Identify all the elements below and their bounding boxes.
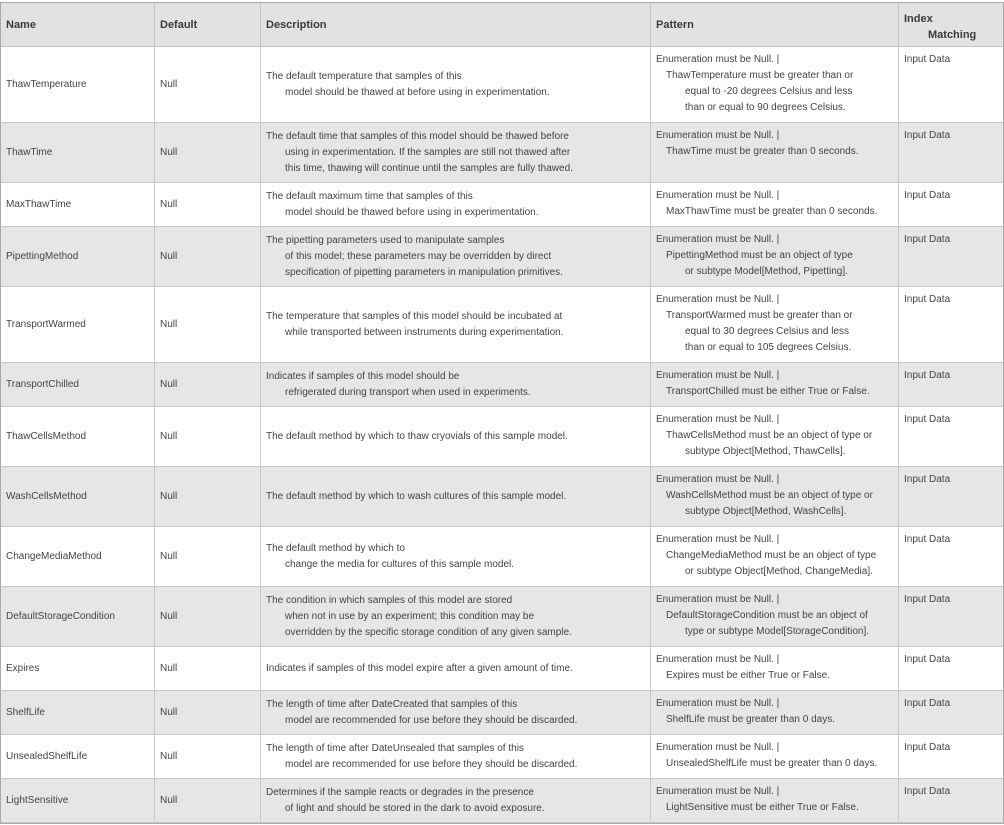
cell-description (261, 691, 651, 735)
cell-description (261, 735, 651, 779)
description-line: The default method by which to (266, 542, 405, 554)
cell-description (261, 779, 651, 823)
description-line: of light and should be stored in the dark to avoid exposure. (285, 802, 545, 814)
cell-index-matching: Input Data (899, 647, 1004, 691)
pattern-line: or subtype Model[Method, Pipetting]. (685, 266, 848, 277)
description-line: Determines if the sample reacts or degrades in the presence (266, 786, 534, 798)
pattern-line: equal to -20 degrees Celsius and less (685, 86, 853, 97)
pattern-line: ThawTime must be greater than 0 seconds. (666, 146, 859, 157)
table-row (1, 467, 1004, 527)
pattern-line: MaxThawTime must be greater than 0 seconds. (666, 206, 878, 217)
pattern-line: Enumeration must be Null. | (656, 534, 780, 545)
cell-index-matching: Input Data (899, 47, 1004, 123)
header-pattern: Pattern (651, 3, 899, 47)
table-row (1, 363, 1004, 407)
pattern-line: ThawTemperature must be greater than or (666, 70, 854, 81)
table-row (1, 527, 1004, 587)
fields-table (0, 2, 1004, 823)
table-row (1, 287, 1004, 363)
cell-index-matching: Input Data (899, 227, 1004, 287)
description-line: refrigerated during transport when used in experiments. (285, 386, 531, 398)
pattern-line: Enumeration must be Null. | (656, 742, 780, 753)
description-line: The length of time after DateCreated that samples of this (266, 698, 518, 710)
description-line: while transported between instruments during experimentation. (285, 326, 564, 338)
pattern-line: subtype Object[Method, ThawCells]. (685, 446, 846, 457)
header-description: Description (261, 3, 651, 47)
pattern-line: Enumeration must be Null. | (656, 414, 780, 425)
description-line: this time, thawing will continue until the samples are fully thawed. (285, 162, 573, 174)
header-index-line2: Matching (928, 29, 977, 41)
cell-index-matching: Input Data (899, 467, 1004, 527)
pattern-line: Enumeration must be Null. | (656, 130, 780, 141)
cell-pattern (651, 467, 899, 527)
header-index-line1: Index (904, 13, 933, 25)
cell-description (261, 647, 651, 691)
pattern-line: Enumeration must be Null. | (656, 190, 780, 201)
cell-default: Null (155, 587, 261, 647)
pattern-line: Enumeration must be Null. | (656, 594, 780, 605)
pattern-line: Enumeration must be Null. | (656, 54, 780, 65)
pattern-line: subtype Object[Method, WashCells]. (685, 506, 847, 517)
cell-pattern (651, 47, 899, 123)
header-index-matching (899, 3, 1004, 47)
pattern-line: PipettingMethod must be an object of type (666, 250, 853, 261)
pattern-line: Enumeration must be Null. | (656, 370, 780, 381)
table-row (1, 735, 1004, 779)
cell-description (261, 587, 651, 647)
pattern-line: or subtype Object[Method, ChangeMedia]. (685, 566, 873, 577)
cell-default: Null (155, 691, 261, 735)
cell-default: Null (155, 363, 261, 407)
cell-default: Null (155, 467, 261, 527)
header-default: Default (155, 3, 261, 47)
cell-index-matching: Input Data (899, 363, 1004, 407)
description-line: The default time that samples of this model should be thawed before (266, 130, 569, 142)
cell-default: Null (155, 47, 261, 123)
table-row (1, 779, 1004, 823)
table-row (1, 587, 1004, 647)
cell-default: Null (155, 779, 261, 823)
cell-default: Null (155, 287, 261, 363)
cell-pattern (651, 779, 899, 823)
cell-name: DefaultStorageCondition (1, 587, 155, 647)
description-line: The default temperature that samples of this (266, 70, 462, 82)
pattern-line: TransportChilled must be either True or False. (666, 386, 870, 397)
cell-description (261, 47, 651, 123)
pattern-line: than or equal to 105 degrees Celsius. (685, 342, 852, 353)
cell-default: Null (155, 527, 261, 587)
cell-index-matching: Input Data (899, 407, 1004, 467)
cell-index-matching: Input Data (899, 287, 1004, 363)
cell-pattern (651, 183, 899, 227)
header-row (1, 3, 1004, 47)
cell-name: Expires (1, 647, 155, 691)
table-row (1, 227, 1004, 287)
cell-name: TransportWarmed (1, 287, 155, 363)
description-line: The condition in which samples of this model are stored (266, 594, 513, 606)
pattern-line: type or subtype Model[StorageCondition]. (685, 626, 869, 637)
cell-pattern (651, 363, 899, 407)
cell-default: Null (155, 735, 261, 779)
cell-default: Null (155, 647, 261, 691)
pattern-line: LightSensitive must be either True or False. (666, 802, 859, 813)
cell-name: ThawTime (1, 123, 155, 183)
cell-pattern (651, 691, 899, 735)
cell-index-matching: Input Data (899, 123, 1004, 183)
description-line: The default maximum time that samples of this (266, 190, 473, 202)
cell-pattern (651, 123, 899, 183)
description-line: of this model; these parameters may be overridden by direct (285, 250, 552, 262)
cell-description (261, 287, 651, 363)
table-row (1, 407, 1004, 467)
pattern-line: ThawCellsMethod must be an object of type or (666, 430, 873, 441)
cell-name: LightSensitive (1, 779, 155, 823)
cell-index-matching: Input Data (899, 183, 1004, 227)
description-line: Indicates if samples of this model should be (266, 370, 460, 382)
pattern-line: Enumeration must be Null. | (656, 234, 780, 245)
pattern-line: UnsealedShelfLife must be greater than 0 days. (666, 758, 878, 769)
cell-pattern (651, 287, 899, 363)
description-line: The length of time after DateUnsealed that samples of this (266, 742, 524, 754)
cell-index-matching: Input Data (899, 735, 1004, 779)
description-line: model should be thawed at before using in experimentation. (285, 86, 550, 98)
cell-index-matching: Input Data (899, 587, 1004, 647)
table-row (1, 647, 1004, 691)
table-row (1, 47, 1004, 123)
cell-pattern (651, 227, 899, 287)
cell-pattern (651, 407, 899, 467)
description-line: specification of pipetting parameters in manipulation primitives. (285, 266, 563, 278)
header-name: Name (1, 3, 155, 47)
pattern-line: WashCellsMethod must be an object of type or (666, 490, 873, 501)
cell-pattern (651, 527, 899, 587)
pattern-line: Enumeration must be Null. | (656, 474, 780, 485)
cell-pattern (651, 587, 899, 647)
cell-name: PipettingMethod (1, 227, 155, 287)
description-line: model should be thawed before using in experimentation. (285, 206, 539, 218)
description-line: using in experimentation. If the samples are still not thawed after (285, 146, 571, 158)
cell-description (261, 183, 651, 227)
cell-name: ShelfLife (1, 691, 155, 735)
description-line: overridden by the specific storage condition of any given sample. (285, 626, 572, 638)
pattern-line: Enumeration must be Null. | (656, 698, 780, 709)
cell-default: Null (155, 123, 261, 183)
description-line: The pipetting parameters used to manipulate samples (266, 234, 505, 246)
pattern-line: equal to 30 degrees Celsius and less (685, 326, 849, 337)
cell-name: TransportChilled (1, 363, 155, 407)
pattern-line: Enumeration must be Null. | (656, 294, 780, 305)
table-row (1, 183, 1004, 227)
pattern-line: DefaultStorageCondition must be an object of (666, 610, 868, 621)
cell-description (261, 467, 651, 527)
cell-name: WashCellsMethod (1, 467, 155, 527)
pattern-line: than or equal to 90 degrees Celsius. (685, 102, 846, 113)
pattern-line: TransportWarmed must be greater than or (666, 310, 853, 321)
cell-name: ThawTemperature (1, 47, 155, 123)
description-line: Indicates if samples of this model expire after a given amount of time. (266, 662, 573, 674)
table-row (1, 123, 1004, 183)
pattern-line: Expires must be either True or False. (666, 670, 830, 681)
cell-default: Null (155, 227, 261, 287)
cell-pattern (651, 647, 899, 691)
cell-pattern (651, 735, 899, 779)
table-row (1, 691, 1004, 735)
cell-index-matching: Input Data (899, 691, 1004, 735)
description-line: The temperature that samples of this model should be incubated at (266, 310, 563, 322)
cell-name: ChangeMediaMethod (1, 527, 155, 587)
description-line: when not in use by an experiment; this condition may be (285, 610, 535, 622)
cell-name: ThawCellsMethod (1, 407, 155, 467)
pattern-line: ShelfLife must be greater than 0 days. (666, 714, 835, 725)
cell-description (261, 227, 651, 287)
cell-name: MaxThawTime (1, 183, 155, 227)
pattern-line: Enumeration must be Null. | (656, 786, 780, 797)
description-line: The default method by which to wash cultures of this sample model. (266, 490, 567, 502)
pattern-line: ChangeMediaMethod must be an object of type (666, 550, 877, 561)
cell-default: Null (155, 183, 261, 227)
cell-default: Null (155, 407, 261, 467)
cell-name: UnsealedShelfLife (1, 735, 155, 779)
cell-description (261, 123, 651, 183)
cell-index-matching: Input Data (899, 527, 1004, 587)
cell-description (261, 527, 651, 587)
description-line: The default method by which to thaw cryovials of this sample model. (266, 430, 568, 442)
cell-description (261, 363, 651, 407)
cell-index-matching: Input Data (899, 779, 1004, 823)
pattern-line: Enumeration must be Null. | (656, 654, 780, 665)
description-line: model are recommended for use before they should be discarded. (285, 714, 578, 726)
cell-description (261, 407, 651, 467)
description-line: change the media for cultures of this sample model. (285, 558, 515, 570)
description-line: model are recommended for use before they should be discarded. (285, 758, 578, 770)
